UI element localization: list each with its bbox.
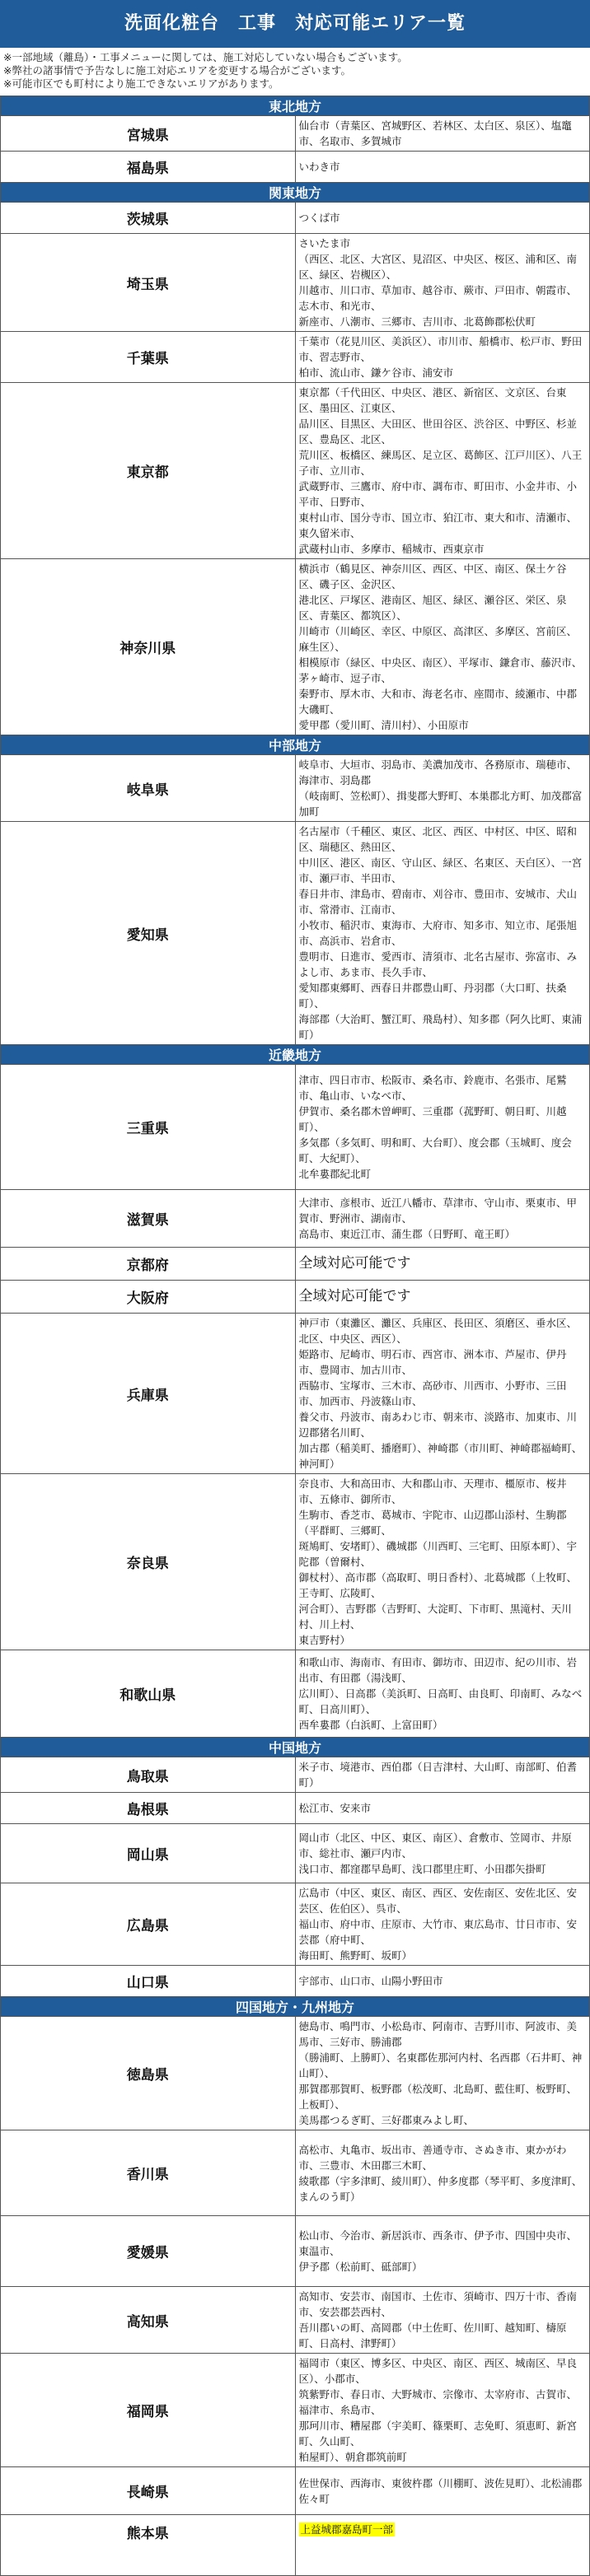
service-area-value: 大津市、彦根市、近江八幡市、草津市、守山市、栗東市、甲賀市、野洲市、湖南市、 高島市、東近江市、蒲生郡（日野町、竜王町） [298, 1197, 578, 1240]
prefecture-row [1, 1314, 590, 1474]
service-area-value: 上益城郡嘉島町一部 [300, 2523, 394, 2536]
service-area-value: 宇部市、山口市、山陽小野田市 [298, 1975, 443, 1987]
prefecture-row [1, 1281, 590, 1314]
prefecture-row [1, 152, 590, 183]
prefecture-name: 神奈川県 [1, 559, 296, 735]
service-area-text [295, 2130, 590, 2216]
region-header-row [1, 735, 590, 755]
region-header-row [1, 1045, 590, 1065]
service-area-value: 千葉市（花見川区、美浜区）、市川市、船橋市、松戸市、野田市、習志野市、 柏市、流山市、鎌ケ谷市、浦安市 [298, 335, 583, 379]
prefecture-name: 奈良県 [1, 1474, 296, 1650]
service-area-text [295, 2354, 590, 2467]
prefecture-row [1, 1883, 590, 1966]
service-area-value: 岐阜市、大垣市、羽島市、美濃加茂市、各務原市、瑞穂市、海津市、羽島郡 （岐南町、笠松町）、揖斐郡大野町、本巣郡北方町、加茂郡富加町 [298, 758, 583, 818]
prefecture-name: 愛媛県 [1, 2216, 296, 2287]
prefecture-name: 福岡県 [1, 2354, 296, 2467]
prefecture-name: 愛知県 [1, 822, 296, 1045]
service-area-text [295, 2216, 590, 2287]
prefecture-name: 埼玉県 [1, 234, 296, 332]
service-area-text [295, 1757, 590, 1793]
service-area-value: 米子市、境港市、西伯郡（日吉津村、大山町、南部町、伯耆町） [298, 1761, 578, 1789]
service-area-value: 佐世保市、西海市、東彼杵郡（川棚町、波佐見町）、北松浦郡佐々町 [298, 2476, 583, 2505]
service-area-value: 高知市、安芸市、南国市、土佐市、須崎市、四万十市、香南市、安芸郡芸西村、 吾川郡いの町、高岡郡（中土佐町、佐川町、越知町、檮原町、日高村、津野町） [298, 2290, 578, 2350]
prefecture-name: 広島県 [1, 1883, 296, 1966]
note-line: ※可能市区でも町村により施工できないエリアがあります。 [3, 77, 279, 90]
service-area-value: 松江市、安来市 [298, 1802, 372, 1814]
service-area-text [295, 1190, 590, 1248]
prefecture-row [1, 1474, 590, 1650]
service-area-value: 仙台市（青葉区、宮城野区、若林区、太白区、泉区）、塩竈市、名取市、多賀城市 [298, 119, 572, 147]
prefecture-name: 三重県 [1, 1065, 296, 1190]
service-area-text [295, 1966, 590, 1997]
service-area-value: 奈良市、大和高田市、大和郡山市、天理市、橿原市、桜井市、五條市、御所市、 生駒市、香芝市、葛城市、宇陀市、山辺郡山添村、生駒郡（平群町、三郷町、 斑鳩町、安堵町）、磯城郡（川西町、三宅町、田原本町）、宇陀郡（曽爾村、 御杖村）、高市郡（高取町、明日香村）、北葛城郡（上牧町、王寺町、広陵町、 河合町）、吉野郡（吉野町、大淀町、下市町、黒滝村、天川村、川上村、 東吉野村） [298, 1477, 578, 1646]
service-area-value: 高松市、丸亀市、坂出市、善通寺市、さぬき市、東かがわ市、三豊市、木田郡三木町、 綾歌郡（宇多津町、綾川町）、仲多度郡（琴平町、多度津町、まんのう町） [298, 2143, 583, 2203]
prefecture-row [1, 2515, 590, 2576]
service-area-text [295, 234, 590, 332]
service-area-text [295, 1474, 590, 1650]
prefecture-name: 京都府 [1, 1248, 296, 1281]
prefecture-row [1, 2354, 590, 2467]
prefecture-row [1, 116, 590, 152]
prefecture-name: 千葉県 [1, 332, 296, 383]
region-header: 関東地方 [1, 183, 590, 203]
notes [0, 48, 590, 96]
service-area-text [295, 755, 590, 822]
service-area-value: 松山市、今治市、新居浜市、西条市、伊予市、四国中央市、東温市、 伊予郡（松前町、砥部町） [298, 2229, 578, 2273]
service-area-value: つくば市 [298, 212, 340, 224]
prefecture-name: 島根県 [1, 1793, 296, 1824]
prefecture-name: 滋賀県 [1, 1190, 296, 1248]
service-area-value: いわき市 [298, 161, 340, 173]
service-area-text [295, 559, 590, 735]
prefecture-name: 鳥取県 [1, 1757, 296, 1793]
service-area-text [295, 116, 590, 152]
prefecture-row [1, 1966, 590, 1997]
service-area-value: 横浜市（鶴見区、神奈川区、西区、中区、南区、保土ケ谷区、磯子区、金沢区、 港北区、戸塚区、港南区、旭区、緑区、瀬谷区、栄区、泉区、青葉区、都筑区）、 川崎市（川崎区、幸区、中原区、高津区、多摩区、宮前区、麻生区）、 相模原市（緑区、中央区、南区）、平塚市、鎌倉市、藤沢市、茅ヶ崎市、逗子市、 秦野市、厚木市、大和市、海老名市、座間市、綾瀬市、中郡大磯町、 愛甲郡（愛川町、清川村）、小田原市 [298, 562, 583, 731]
service-area-value: 津市、四日市市、松阪市、桑名市、鈴鹿市、名張市、尾鷲市、亀山市、いなべ市、 伊賀市、桑名郡木曽岬町、三重郡（菰野町、朝日町、川越町）、 多気郡（多気町、明和町、大台町）、度会郡（玉城町、度会町、大紀町）、 北牟婁郡紀北町 [298, 1074, 572, 1180]
region-header: 東北地方 [1, 96, 590, 116]
service-area-text [295, 2017, 590, 2130]
prefecture-name: 岡山県 [1, 1824, 296, 1883]
prefecture-name: 高知県 [1, 2287, 296, 2354]
region-header: 近畿地方 [1, 1045, 590, 1065]
region-header: 中国地方 [1, 1738, 590, 1757]
service-area-value: 全域対応可能です [298, 1288, 411, 1304]
region-header-row [1, 1997, 590, 2017]
service-area-value: 福岡市（東区、博多区、中央区、南区、西区、城南区、早良区）、小郡市、 筑紫野市、春日市、大野城市、宗像市、太宰府市、古賀市、福津市、糸島市、 那珂川市、糟屋郡（宇美町、篠栗町、志免町、須恵町、新宮町、久山町、 粕屋町）、朝倉郡筑前町 [298, 2357, 578, 2463]
prefecture-name: 徳島県 [1, 2017, 296, 2130]
prefecture-row [1, 1650, 590, 1738]
service-area-text [295, 152, 590, 183]
prefecture-row [1, 2467, 590, 2515]
service-area-text [295, 1065, 590, 1190]
service-area-text [295, 1793, 590, 1824]
prefecture-row [1, 822, 590, 1045]
service-area-value: 岡山市（北区、中区、東区、南区）、倉敷市、笠岡市、井原市、総社市、瀬戸内市、 浅口市、都窪郡早島町、浅口郡里庄町、小田郡矢掛町 [298, 1832, 572, 1875]
service-area-text [295, 2515, 590, 2576]
service-area-value: 名古屋市（千種区、東区、北区、西区、中村区、中区、昭和区、瑞穂区、熱田区、 中川区、港区、南区、守山区、緑区、名東区、天白区）、一宮市、瀬戸市、半田市、 春日井市、津島市、碧南市、刈谷市、豊田市、安城市、犬山市、常滑市、江南市、 小牧市、稲沢市、東海市、大府市、知多市、知立市、尾張旭市、高浜市、岩倉市、 豊明市、日進市、愛西市、清須市、北名古屋市、弥富市、みよし市、あま市、長久手市、 愛知郡東郷町、西春日井郡豊山町、丹羽郡（大口町、扶桑町）、 海部郡（大治町、蟹江町、飛島村）、知多郡（阿久比町、東浦町） [298, 825, 583, 1041]
service-area-text [295, 1281, 590, 1314]
prefecture-row [1, 559, 590, 735]
prefecture-row [1, 203, 590, 234]
service-area-text [295, 822, 590, 1045]
prefecture-row [1, 2216, 590, 2287]
page-title: 洗面化粧台 工事 対応可能エリア一覧 [0, 0, 590, 48]
service-area-value: さいたま市 （西区、北区、大宮区、見沼区、中央区、桜区、浦和区、南区、緑区、岩槻区）、 川越市、川口市、草加市、越谷市、蕨市、戸田市、朝霞市、志木市、和光市、 新座市、八潮市、三郷市、吉川市、北葛飾郡松伏町 [298, 237, 578, 328]
prefecture-name: 大阪府 [1, 1281, 296, 1314]
prefecture-row [1, 2017, 590, 2130]
service-area-value: 和歌山市、海南市、有田市、御坊市、田辺市、紀の川市、岩出市、有田郡（湯浅町、 広川町）、日高郡（美浜町、日高町、由良町、印南町、みなべ町、日高川町）、 西牟婁郡（白浜町、上富田町） [298, 1656, 583, 1731]
prefecture-row [1, 2130, 590, 2216]
service-area-value: 神戸市（東灘区、灘区、兵庫区、長田区、須磨区、垂水区、北区、中央区、西区）、 姫路市、尼崎市、明石市、西宮市、洲本市、芦屋市、伊丹市、豊岡市、加古川市、 西脇市、宝塚市、三木市、高砂市、川西市、小野市、三田市、加西市、丹波篠山市、 養父市、丹波市、南あわじ市、朝来市、淡路市、加東市、川辺郡猪名川町、 加古郡（稲美町、播磨町）、神崎郡（市川町、神崎郡福崎町、神河町） [298, 1317, 583, 1470]
prefecture-row [1, 383, 590, 559]
service-area-text [295, 2467, 590, 2515]
service-area-value: 徳島市、鳴門市、小松島市、阿南市、吉野川市、阿波市、美馬市、三好市、勝浦郡 （勝浦町、上勝町）、名東郡佐那河内村、名西郡（石井町、神山町）、 那賀郡那賀町、板野郡（松茂町、北島町、藍住町、板野町、上板町）、 美馬郡つるぎ町、三好郡東みよし町、 [298, 2020, 583, 2126]
area-table-body [1, 96, 590, 2576]
service-area-text [295, 1314, 590, 1474]
prefecture-row [1, 2287, 590, 2354]
prefecture-row [1, 1824, 590, 1883]
prefecture-name: 長崎県 [1, 2467, 296, 2515]
region-header-row [1, 1738, 590, 1757]
service-area-value: 広島市（中区、東区、南区、西区、安佐南区、安佐北区、安芸区、佐伯区）、呉市、 福山市、府中市、庄原市、大竹市、東広島市、廿日市市、安芸郡（府中町、 海田町、熊野町、坂町） [298, 1887, 578, 1962]
service-area-value: 東京都（千代田区、中央区、港区、新宿区、文京区、台東区、墨田区、江東区、 品川区、目黒区、大田区、世田谷区、渋谷区、中野区、杉並区、豊島区、北区、 荒川区、板橋区、練馬区、足立区、葛飾区、江戸川区）、八王子市、立川市、 武蔵野市、三鷹市、府中市、調布市、町田市、小金井市、小平市、日野市、 東村山市、国分寺市、国立市、狛江市、東大和市、清瀬市、東久留米市、 武蔵村山市、多摩市、稲城市、西東京市 [298, 386, 583, 555]
region-header-row [1, 183, 590, 203]
region-header: 中部地方 [1, 735, 590, 755]
note-line: ※一部地域（離島）・工事メニューに関しては、施工対応していない場合もございます。 [3, 51, 408, 63]
prefecture-row [1, 332, 590, 383]
service-area-text [295, 332, 590, 383]
service-area-text [295, 1883, 590, 1966]
prefecture-row [1, 1757, 590, 1793]
prefecture-name: 茨城県 [1, 203, 296, 234]
service-area-text [295, 1248, 590, 1281]
service-area-text [295, 203, 590, 234]
prefecture-row [1, 1190, 590, 1248]
service-area-value: 全域対応可能です [298, 1255, 411, 1272]
prefecture-row [1, 1065, 590, 1190]
prefecture-name: 福島県 [1, 152, 296, 183]
region-header: 四国地方・九州地方 [1, 1997, 590, 2017]
prefecture-name: 兵庫県 [1, 1314, 296, 1474]
prefecture-row [1, 234, 590, 332]
prefecture-name: 和歌山県 [1, 1650, 296, 1738]
prefecture-name: 熊本県 [1, 2515, 296, 2576]
service-area-text [295, 2287, 590, 2354]
service-area-text [295, 383, 590, 559]
prefecture-row [1, 1793, 590, 1824]
prefecture-name: 岐阜県 [1, 755, 296, 822]
prefecture-name: 山口県 [1, 1966, 296, 1997]
prefecture-name: 東京都 [1, 383, 296, 559]
service-area-text [295, 1650, 590, 1738]
service-area-text [295, 1824, 590, 1883]
note-line: ※弊社の諸事情で予告なしに施工対応エリアを変更する場合がございます。 [3, 64, 351, 77]
prefecture-name: 宮城県 [1, 116, 296, 152]
prefecture-row [1, 755, 590, 822]
region-header-row [1, 96, 590, 116]
prefecture-row [1, 1248, 590, 1281]
area-table [0, 96, 590, 2576]
prefecture-name: 香川県 [1, 2130, 296, 2216]
